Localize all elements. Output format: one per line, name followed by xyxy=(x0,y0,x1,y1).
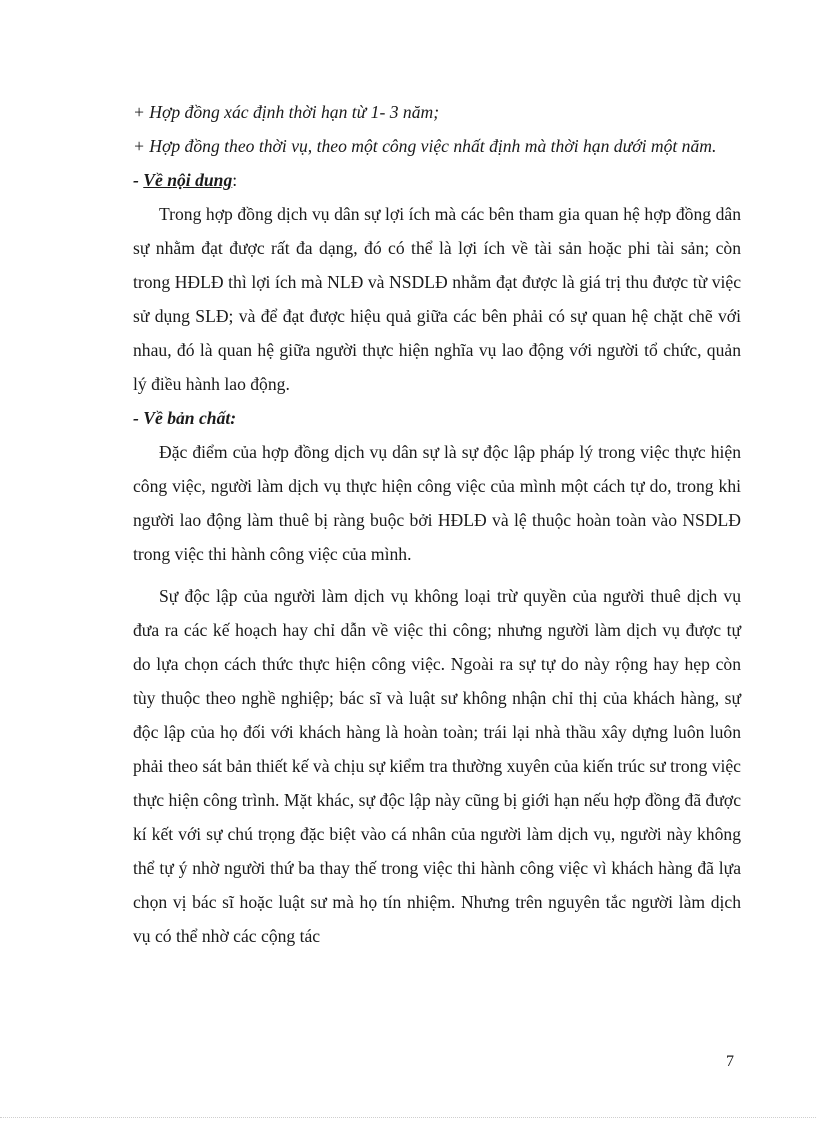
list-item-seasonal-contract: + Hợp đồng theo thời vụ, theo một công việc nhất định mà thời hạn dưới một năm. xyxy=(133,136,717,156)
page-bottom-divider xyxy=(0,1117,816,1118)
heading-prefix: - xyxy=(133,408,144,428)
list-item-contract-term: + Hợp đồng xác định thời hạn từ 1- 3 năm; xyxy=(133,102,440,122)
section-heading-nature xyxy=(133,401,741,435)
paragraph-nature-1: Đặc điểm của hợp đồng dịch vụ dân sự là sự độc lập pháp lý trong việc thực hiện công việc, người làm dịch vụ thực hiện công việc của mình một cách tự do, trong khi người lao động làm thuê bị ràng buộc bởi HĐLĐ và lệ thuộc hoàn toàn vào NSDLĐ trong việc thi hành công việc của mình. xyxy=(133,442,741,564)
page-number: 7 xyxy=(726,1053,734,1070)
section-heading-content xyxy=(133,163,741,197)
heading-title: Về bản chất: xyxy=(143,408,237,428)
paragraph-content: Trong hợp đồng dịch vụ dân sự lợi ích mà các bên tham gia quan hệ hợp đồng dân sự nhằm đạt được rất đa dạng, đó có thể là lợi ích về tài sản hoặc phi tài sản; còn trong HĐLĐ thì lợi ích mà NLĐ và NSDLĐ nhằm đạt được là giá trị thu được từ việc sử dụng SLĐ; và để đạt được hiệu quả giữa các bên phải có sự quan hệ chặt chẽ với nhau, đó là quan hệ giữa người thực hiện nghĩa vụ lao động với người tổ chức, quản lý điều hành lao động. xyxy=(133,204,741,394)
paragraph-nature-2: Sự độc lập của người làm dịch vụ không loại trừ quyền của người thuê dịch vụ đưa ra các kế hoạch hay chỉ dẫn về việc thi công; nhưng người làm dịch vụ được tự do lựa chọn cách thức thực hiện công việc. Ngoài ra sự tự do này rộng hay hẹp còn tùy thuộc theo nghề nghiệp; bác sĩ và luật sư không nhận chỉ thị của khách hàng, sự độc lập của họ đối với khách hàng là hoàn toàn; trái lại nhà thầu xây dựng luôn luôn phải theo sát bản thiết kế và chịu sự kiểm tra thường xuyên của kiến trúc sư trong việc thực hiện công trình. Mặt khác, sự độc lập này cũng bị giới hạn nếu hợp đồng đã được kí kết với sự chú trọng đặc biệt vào cá nhân của người làm dịch vụ, người này không thể tự ý nhờ người thứ ba thay thế trong việc thi hành công việc vì khách hàng đã lựa chọn vị bác sĩ hoặc luật sư mà họ tín nhiệm. Nhưng trên nguyên tắc người làm dịch vụ có thể nhờ các cộng tác xyxy=(133,586,741,946)
page-content xyxy=(133,95,741,953)
heading-suffix: : xyxy=(232,170,238,190)
heading-prefix: - xyxy=(133,170,144,190)
heading-title: Về nội dung xyxy=(143,170,233,190)
